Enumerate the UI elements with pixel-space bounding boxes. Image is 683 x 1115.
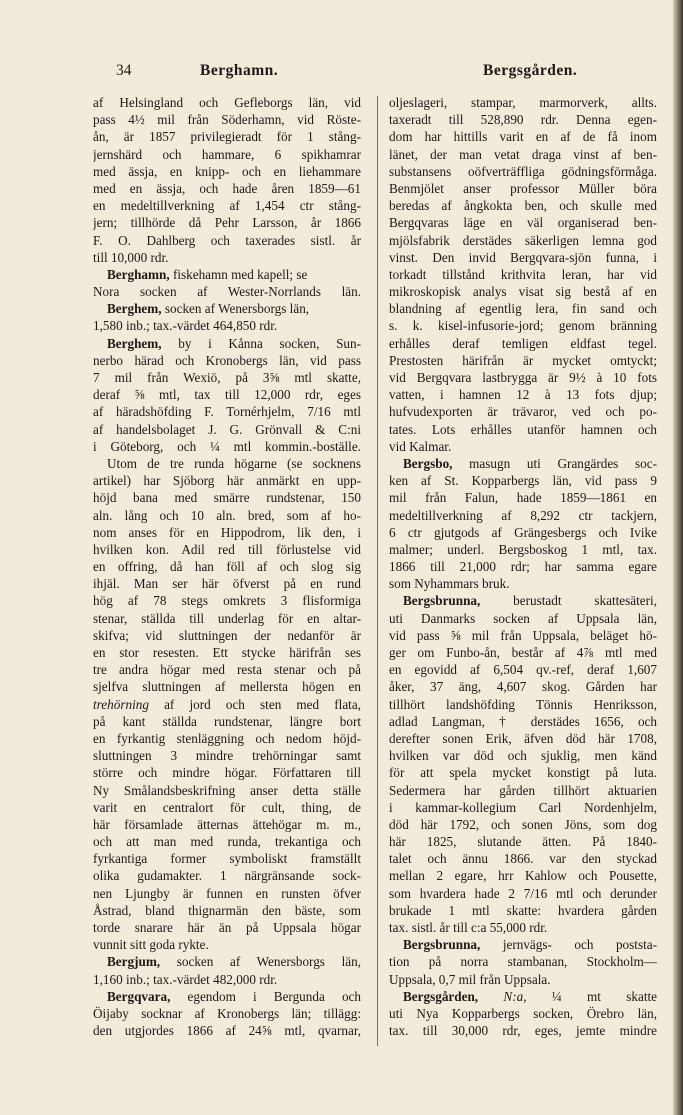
text-line: s. k. kisel-infusorie-jord; genom bränning bbox=[389, 318, 657, 334]
text-line: artikel) har Sjöborg här anmärkt en upp- bbox=[93, 473, 361, 489]
text-line: hvilken kon. Adil red till förlustelse vid bbox=[93, 541, 361, 557]
text-line: Sedermera har gården tillhört aktuarien bbox=[389, 782, 657, 798]
text-line: tre andra högar med resta stenar och på bbox=[93, 662, 361, 678]
column-divider bbox=[377, 96, 378, 1046]
text-line: länet, der man vetat draga vinst af ben- bbox=[389, 146, 657, 162]
text-line: 7 mil från Wexiö, på 3⅝ mtl skatte, bbox=[93, 370, 361, 385]
text-line: skifva; vid sluttningen der nedanför är bbox=[93, 627, 361, 643]
text-line: Prestosten härifrån är mycket omtyckt; bbox=[389, 352, 657, 368]
text-line: en fyrkantig stenläggning och nedom höjd- bbox=[93, 730, 361, 746]
text-line: mil från Falun, hade 1859—1861 en bbox=[389, 490, 657, 506]
text-line: erhålles deraf temligen eldfast tegel. bbox=[389, 335, 657, 351]
text-line: uti Danmarks socken af Uppsala län, bbox=[389, 610, 657, 626]
text-line: Bergsbo, masugn uti Grangärdes soc- bbox=[403, 455, 657, 471]
text-line: hufvudexporten är trävaror, ved och po- bbox=[389, 404, 657, 420]
text-line: som Nyhammars bruk. bbox=[389, 576, 510, 592]
text-line: derefter sonen Erik, äfven död här 1708, bbox=[389, 730, 657, 746]
text-line: här 1825, slutande ätten. På 1840- bbox=[389, 834, 657, 850]
text-line: jernshärd och hammare, 6 spikhamrar bbox=[93, 146, 361, 162]
page-edge bbox=[673, 0, 683, 1115]
text-line: Nora socken af Wester-Norrlands län. bbox=[93, 284, 361, 300]
text-line: mjölsfabrik derstädes säkerligen lemna god bbox=[389, 232, 657, 248]
text-line: mellan 2 egare, hrr Kahlow och Pousette, bbox=[389, 868, 657, 884]
text-line: vid Bergqvara lastbrygga är 9½ à 10 fots bbox=[389, 370, 657, 385]
text-line: tillhört landshöfding Tönnis Henriksson, bbox=[389, 696, 657, 712]
text-line: adlad Langman, † derstädes 1656, och bbox=[389, 713, 657, 729]
text-line: vatten, i hamnen 12 à 13 fots djup; bbox=[389, 387, 657, 403]
text-line: stenar, ställda till underlag för en altar- bbox=[93, 610, 361, 626]
text-line: vunnit sitt goda rykte. bbox=[93, 937, 209, 953]
text-line: ihjäl. Man ser här öfverst på en rund bbox=[93, 576, 361, 592]
text-line: 6 ctr gjutgods af Grängesbergs och Ivike bbox=[389, 524, 657, 540]
text-line: Berghamn, fiskehamn med kapell; se bbox=[107, 266, 308, 282]
text-line: af handelsbolaget J. G. Grönvall & C:ni bbox=[93, 421, 361, 437]
text-line: som hvardera hade 2 7/16 mtl och derunder bbox=[389, 885, 657, 901]
text-line: Utom de tre runda högarne (se socknens bbox=[107, 455, 361, 471]
text-line: sjelfva sluttningen af mellersta högen en bbox=[93, 679, 361, 695]
text-line: substansens oöfverträffliga gödningsförmåga. bbox=[389, 163, 657, 179]
text-line: nen Ljungby är funnen en runsten öfver bbox=[93, 885, 361, 901]
text-line: större och mindre högar. Författaren till bbox=[93, 765, 361, 781]
text-line: död här 1792, och sonen Jöns, som dog bbox=[389, 816, 657, 832]
text-line: uti Nya Kopparbergs socken, Örebro län, bbox=[389, 1005, 657, 1021]
text-line: tates. Lots erhålles utanför hamnen och bbox=[389, 421, 657, 437]
text-line: för att spela mycket konstigt på luta. bbox=[389, 765, 657, 781]
text-line: sluttningen 3 mindre trehörningar samt bbox=[93, 748, 361, 764]
text-line: Bergsbrunna, berustadt skattesäteri, bbox=[403, 593, 657, 609]
text-line: vid Kalmar. bbox=[389, 438, 452, 454]
text-line: höjd bana med smärre rundstenar, 150 bbox=[93, 490, 361, 506]
text-line: ken af St. Kopparbergs län, vid pass 9 bbox=[389, 473, 657, 489]
text-line: aln. lång och 10 aln. bred, som af ho- bbox=[93, 507, 361, 523]
text-line: Uppsala, 0,7 mil från Uppsala. bbox=[389, 971, 551, 987]
text-line: tion på norra stambanan, Stockholm— bbox=[389, 954, 657, 970]
text-line: beredas af ångkokta ben, och skulle med bbox=[389, 198, 657, 214]
text-line: vinst. Den invid Bergqvara-sjön funna, i bbox=[389, 249, 657, 265]
text-line: 1866 till 21,000 rdr; har samma egare bbox=[389, 559, 657, 575]
text-line: med ässja, en knipp- och en liehammare bbox=[93, 163, 361, 179]
text-line: malmer; underl. Bergsboskog 1 mtl, tax. bbox=[389, 541, 657, 557]
text-line: mikroskopisk analys visat sig bestå af en bbox=[389, 284, 657, 300]
text-line: olika gudamakter. 1 närgränsande sock- bbox=[93, 868, 361, 884]
text-line: Bergjum, socken af Wenersborgs län, bbox=[107, 954, 361, 970]
text-line: pass 4½ mil från Söderhamn, vid Röste- bbox=[93, 112, 361, 128]
text-line: åker, 37 äng, 4,607 skog. Gården har bbox=[389, 679, 657, 695]
text-line: taxeradt till 528,890 rdr. Denna egen- bbox=[389, 112, 657, 128]
text-line: till 10,000 rdr. bbox=[93, 249, 169, 265]
text-line: vid pass ⅝ mil från Uppsala, beläget hö- bbox=[389, 627, 657, 643]
text-line: nom anses för en Hippodrom, lik den, i bbox=[93, 524, 361, 540]
text-line: oljeslageri, stampar, marmorverk, allts. bbox=[389, 95, 657, 110]
text-line: en stor resesten. Ett stycke härifrån ses bbox=[93, 645, 361, 660]
text-line: trehörning af jord och sten med flata, bbox=[93, 696, 361, 712]
text-line: den utgjordes 1866 af 24⅝ mtl, qvarnar, bbox=[93, 1023, 361, 1039]
text-line: Bergsgården, N:a, ¼ mt skatte bbox=[403, 988, 657, 1004]
text-line: tax. sistl. år till c:a 55,000 rdr. bbox=[389, 920, 548, 935]
text-line: dom har hittills varit en af de få inom bbox=[389, 129, 657, 145]
text-line: en offring, då han föll af och slog sig bbox=[93, 559, 361, 575]
text-line: på kant ställda rundstenar, längre bort bbox=[93, 713, 361, 729]
text-line: F. O. Dahlberg och taxerades sistl. år bbox=[93, 232, 361, 248]
text-line: deraf ⅝ mtl, tax till 12,000 rdr, eges bbox=[93, 387, 361, 403]
text-line: talet och ännu 1866. var den styckad bbox=[389, 851, 657, 867]
text-line: Berghem, by i Kånna socken, Sun- bbox=[107, 335, 361, 351]
text-line: i kammar-kollegium Carl Nordenhjelm, bbox=[389, 799, 657, 815]
text-line: af Helsingland och Gefleborgs län, vid bbox=[93, 95, 361, 110]
text-line: blandning af egentlig lera, fin sand och bbox=[389, 301, 657, 317]
text-line: Berghem, socken af Wenersborgs län, bbox=[107, 301, 310, 317]
text-line: Ny Smålandsbeskrifning anser detta ställe bbox=[93, 782, 361, 798]
text-line: medeltillverkning af 8,292 ctr tackjern, bbox=[389, 507, 657, 523]
text-line: nerbo härad och Kronobergs län, vid pass bbox=[93, 352, 361, 368]
text-line: ger om Funbo-ån, består af 4⅞ mtl med bbox=[389, 645, 657, 660]
text-line: en egovidd af 6,504 qv.-ref, deraf 1,607 bbox=[389, 662, 657, 678]
right-column bbox=[389, 94, 657, 1039]
text-line: hvilken var död och sjuklig, men känd bbox=[389, 748, 657, 764]
text-line: brukade 1 mtl skatte: hvardera gården bbox=[389, 902, 657, 918]
text-line: Bergqvara, egendom i Bergunda och bbox=[107, 988, 361, 1004]
text-line: i Göteborg, och ¼ mtl kommin.-boställe. bbox=[93, 438, 361, 454]
text-line: Öijaby socknar af Kronobergs län; tillägg: bbox=[93, 1005, 361, 1021]
text-line: och att man med runda, trekantiga och bbox=[93, 834, 361, 850]
text-line: jern; tillhörde då Pehr Larsson, år 1866 bbox=[93, 215, 361, 231]
text-line: varit en centralort för cult, thing, de bbox=[93, 799, 361, 815]
left-column bbox=[93, 94, 361, 1039]
text-line: en medeltillverkning af 1,454 ctr stång- bbox=[93, 198, 361, 214]
text-line: torde snarare här än på Uppsala högar bbox=[93, 920, 361, 935]
text-line: här församlade ätternas ättehögar m. m., bbox=[93, 816, 361, 832]
text-line: af häradshöfding F. Tornérhjelm, 7/16 mtl bbox=[93, 404, 361, 420]
text-line: tax. till 30,000 rdr, eges, jemte mindre bbox=[389, 1023, 657, 1039]
text-line: Bergsbrunna, jernvägs- och poststa- bbox=[403, 937, 657, 953]
text-line: Åstrad, bland thignarmän den bäste, som bbox=[93, 902, 361, 918]
text-line: 1,160 inb.; tax.-värdet 482,000 rdr. bbox=[93, 971, 278, 987]
text-line: Bergqvaras läge en väl organiserad ben- bbox=[389, 215, 657, 231]
text-line: ån, är 1857 privilegieradt för 1 stång- bbox=[93, 129, 361, 145]
running-head-right: Bergsgården. bbox=[483, 62, 578, 79]
text-line: med en ässja, och hade åren 1859—61 bbox=[93, 180, 361, 196]
text-line: Benmjölet anser professor Müller böra bbox=[389, 180, 657, 196]
page-header bbox=[0, 60, 683, 84]
text-line: 1,580 inb.; tax.-värdet 464,850 rdr. bbox=[93, 318, 278, 334]
page-number: 34 bbox=[116, 62, 132, 79]
text-line: fyrkantiga former symboliskt framställt bbox=[93, 851, 361, 867]
text-line: hög af 78 stegs omkrets 3 flisformiga bbox=[93, 593, 361, 609]
running-head-left: Berghamn. bbox=[200, 62, 279, 79]
text-line: torkadt tillstånd krithvita leran, har vid bbox=[389, 266, 657, 282]
